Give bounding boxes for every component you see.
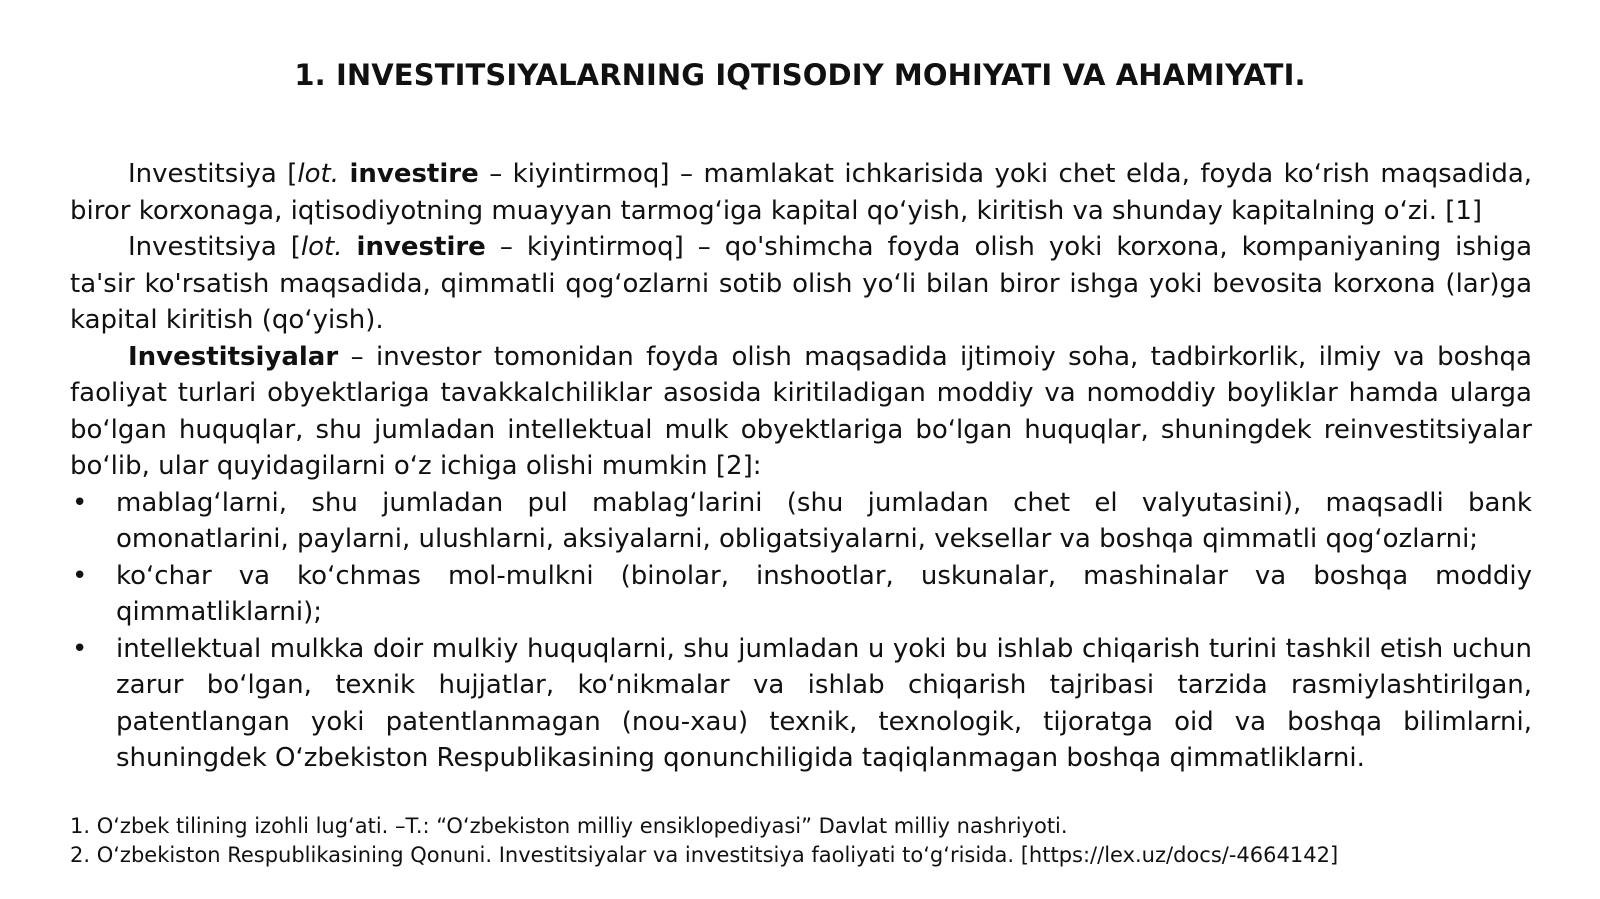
main-text (70, 156, 1532, 777)
page-title: 1. INVESTITSIYALARNING IQTISODIY MOHIYATI VA AHAMIYATI. (294, 58, 1306, 92)
paragraph-rest: – kiyintirmoq] – mamlakat ichkarisida yoki chet elda, foyda koʻrish maqsadida, biror korxonaga, iqtisodiyotning muayyan tarmogʻiga kapital qoʻyish, kiritish va shunday kapitalning oʻzi. [1] (70, 159, 1533, 226)
list-item (70, 631, 1532, 777)
footnote-2: 2. Oʻzbekiston Respublikasining Qonuni. Investitsiyalar va investitsiya faoliyati toʻgʻrisida. [https://lex.uz/docs/-4664142] (70, 842, 1339, 867)
footnote-1: 1. Oʻzbek tilining izohli lugʻati. –T.: “Oʻzbekiston milliy ensiklopediyasi” Davlat milliy nashriyoti. (70, 814, 1068, 838)
paragraph-lead: Investitsiya [ (128, 159, 298, 189)
latin-term: investire (356, 232, 486, 262)
paragraph-investitsiya-2 (70, 229, 1532, 339)
list-item-text: intellektual mulkka doir mulkiy huquqlarni, shu jumladan u yoki bu ishlab chiqarish turini tashkil etish uchun zarur boʻlgan, texnik hujjatlar, koʻnikmalar va ishlab chiqarish tajribasi tarzida rasmiylashtirilgan, patentlangan yoki patentlanmagan (nou-xau) texnik, texnologik, tijoratga oid va boshqa bilimlarni, shuningdek Oʻzbekiston Respublikasining qonunchiligida taqiqlanmagan boshqa qimmatliklarni. (116, 633, 1532, 773)
paragraph-investitsiya-1 (70, 156, 1532, 229)
list-item-text: koʻchar va koʻchmas mol-mulkni (binolar, inshootlar, uskunalar, mashinalar va boshqa moddiy qimmatliklarni); (116, 560, 1532, 627)
latin-term: investire (349, 159, 479, 189)
bullet-icon: • (72, 560, 88, 591)
paragraph-lead: Investitsiya [ (128, 232, 301, 262)
bullet-icon: • (72, 633, 88, 664)
paragraph-investitsiyalar (70, 339, 1532, 485)
list-item (70, 558, 1532, 631)
latin-abbreviation: lot. (300, 232, 343, 262)
paragraph-rest: – kiyintirmoq] – qo'shimcha foyda olish yoki korxona, kompaniyaning ishiga ta'sir ko'rsatish maqsadida, qimmatli qogʻozlarni sotib olish yoʻli bilan biror ishga yoki bevosita korxona (lar)ga kapital kiritish (qoʻyish). (70, 232, 1533, 335)
list-item-text: mablagʻlarni, shu jumladan pul mablagʻlarini (shu jumladan chet el valyutasini), maqsadli bank omonatlarini, paylarni, ulushlarni, aksiyalarni, obligatsiyalarni, veksellar va boshqa qimmatli qogʻozlarni; (116, 487, 1532, 554)
latin-abbreviation: lot. (297, 159, 339, 189)
paragraph-rest: – investor tomonidan foyda olish maqsadida ijtimoiy soha, tadbirkorlik, ilmiy va boshqa faoliyat turlari obyektlariga tavakkalchiliklar asosida kiritiladigan moddiy va nomoddiy boyliklar hamda ularga boʻlgan huquqlar, shu jumladan intellektual mulk obyektlariga boʻlgan huquqlar, shuningdek reinvestitsiyalar boʻlib, ular quyidagilarni oʻz ichiga olishi mumkin [2]: (70, 341, 1532, 481)
footnotes (70, 812, 1550, 869)
list-item (70, 485, 1532, 558)
defined-term: Investitsiyalar (128, 341, 339, 372)
bullet-list (70, 485, 1532, 777)
bullet-icon: • (72, 487, 88, 518)
